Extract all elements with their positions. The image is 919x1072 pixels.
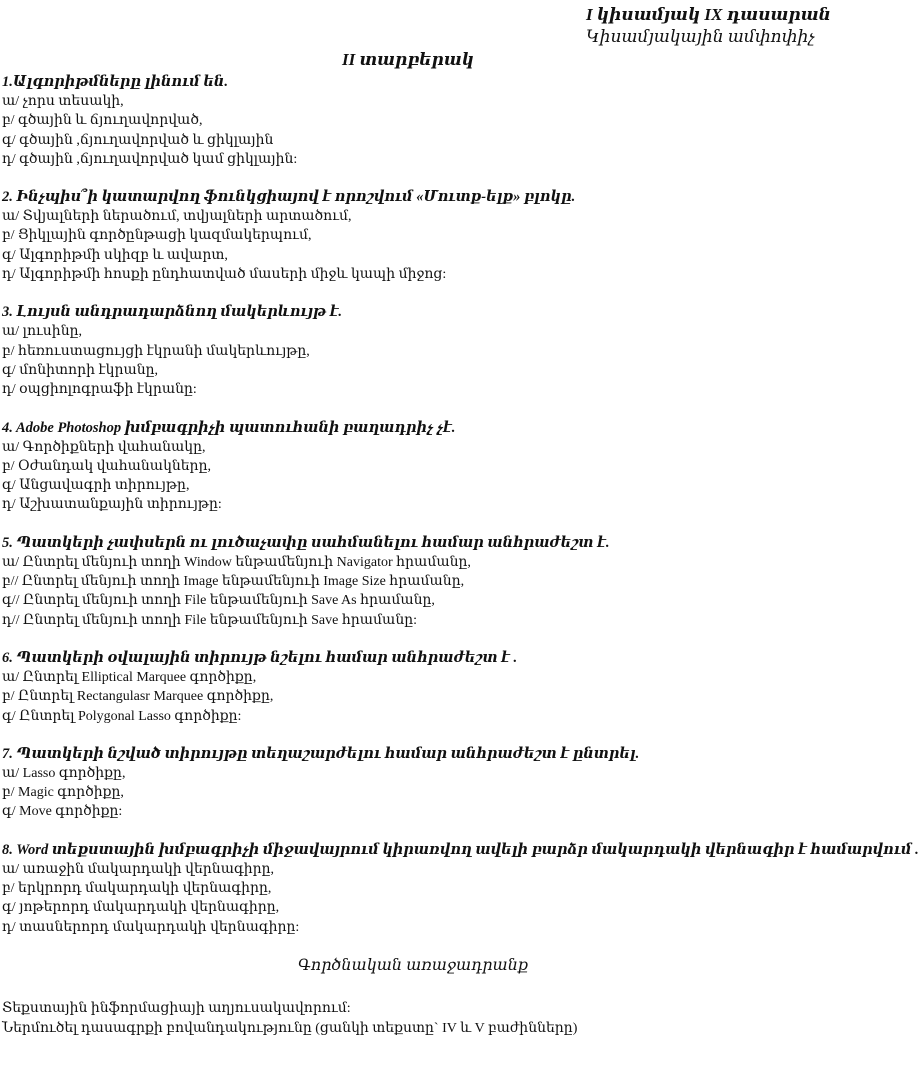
answer-option: դ/ օպցիոլոգրաֆի էկրանը: — [2, 382, 197, 398]
semester-class-line: I կիսամյակ IX դասարան — [586, 5, 831, 24]
question-title: 4. Adobe Photoshop խմբագրիչի պատուհանի բաղադրիչ չէ. — [2, 419, 456, 436]
practical-task-body — [0, 999, 816, 1039]
answer-option: բ/ Ընտրել Rectangulasr Marquee գործիքը, — [2, 689, 274, 705]
answer-option: գ/ Move գործիքը: — [2, 804, 123, 820]
question-list — [0, 72, 919, 937]
answer-option: դ/ տասներորդ մակարդակի վերնագիրը: — [2, 919, 300, 935]
questions-section — [0, 72, 919, 1039]
answer-option: դ/ Աշխատանքային տիրույթը: — [2, 497, 222, 513]
answer-option: գ/ գծային ,ճյուղավորված և ցիկլային — [2, 132, 274, 148]
question-title: 8. Word տեքստային խմբագրիչի միջավայրում կիրառվող ավելի բարձր մակարդակի վերնագիր է համարվում . — [2, 841, 919, 858]
answer-option: բ/ գծային և ճյուղավորված, — [2, 113, 203, 129]
question-block — [0, 744, 816, 822]
question-block — [0, 648, 816, 726]
question-block — [0, 72, 816, 169]
question-block — [0, 840, 919, 937]
practical-task-line: Տեքստային ինֆորմացիայի աղյուսակավորում: — [2, 1000, 351, 1016]
question-title: 1.Ալգորիթմները լինում են. — [2, 74, 228, 90]
answer-option: բ// Ընտրել մենյուի տողի Image ենթամենյուի Image Size հրամանը, — [2, 574, 465, 590]
question-title: 6. Պատկերի օվալային տիրույթ նշելու համար անհրաժեշտ է . — [2, 649, 518, 666]
answer-option: գ/ Անցավագրի տիրույթը, — [2, 478, 190, 494]
answer-option: բ/ Magic գործիքը, — [2, 785, 124, 801]
summary-line: Կիսամյակային ամփոփիչ — [586, 27, 815, 46]
answer-option: դ/ գծային ,ճյուղավորված կամ ցիկլային: — [2, 151, 298, 167]
answer-option: ա/ չորս տեսակի, — [2, 94, 124, 109]
question-block — [0, 533, 816, 630]
answer-option: գ/ Ընտրել Polygonal Lasso գործիքը: — [2, 708, 242, 724]
answer-option: ա/ Ընտրել Elliptical Marquee գործիքը, — [2, 669, 257, 685]
answer-option: գ// Ընտրել մենյուի տողի File ենթամենյուի Save As հրամանը, — [2, 593, 435, 609]
question-block — [0, 187, 816, 284]
answer-option: գ/ Ալգորիթմի սկիզբ և ավարտ, — [2, 247, 228, 263]
document-header — [586, 4, 886, 48]
question-block — [0, 418, 816, 515]
question-title: 7. Պատկերի նշված տիրույթը տեղաշարժելու համար անհրաժեշտ է ընտրել. — [2, 745, 640, 762]
answer-option: ա/ առաջին մակարդակի վերնագիրը, — [2, 861, 275, 877]
variant-title — [0, 50, 816, 70]
answer-option: դ// Ընտրել մենյուի տողի File ենթամենյուի Save հրամանը: — [2, 612, 418, 628]
question-title: 3. Լույսն անդրադարձնող մակերևույթ է. — [2, 304, 343, 321]
variant-label: II տարբերակ — [341, 50, 475, 69]
answer-option: բ/ Ցիկլային գործընթացի կազմակերպում, — [2, 228, 312, 244]
answer-option: բ/ Օժանդակ վահանակները, — [2, 458, 211, 474]
answer-option: բ/ երկրորդ մակարդակի վերնագիրը, — [2, 881, 272, 897]
answer-option: բ/ հեռուստացույցի էկրանի մակերևույթը, — [2, 343, 310, 359]
answer-option: գ/ յոթերորդ մակարդակի վերնագիրը, — [2, 900, 280, 916]
answer-option: ա/ Տվյալների ներածում, տվյալների արտածում, — [2, 209, 352, 225]
answer-option: գ/ մոնիտորի էկրանը, — [2, 362, 159, 378]
answer-option: դ/ Ալգորիթմի հոսքի ընդհատված մասերի միջև կապի միջոց: — [2, 267, 447, 283]
question-block — [0, 302, 816, 399]
question-title: 2. Ինչպիս՞ի կատարվող ֆունկցիայով է որոշվում «Մուտք-ելք» բլոկը. — [2, 189, 576, 206]
answer-option: ա/ Ընտրել մենյուի տողի Window ենթամենյուի Navigator հրամանը, — [2, 554, 471, 570]
answer-option: ա/ Գործիքների վահանակը, — [2, 439, 206, 455]
practical-task-title: Գործնական առաջադրանք — [297, 956, 529, 974]
answer-option: ա/ Lasso գործիքը, — [2, 765, 126, 781]
answer-option: ա/ լուսինը, — [2, 324, 82, 340]
practical-task-line: Ներմուծել դասագրքի բովանդակությունը (ցանկի տեքստը` IV և V բաժինները) — [2, 1020, 578, 1036]
question-title: 5. Պատկերի չափսերն ու լուծաչափը սահմանելու համար անհրաժեշտ է. — [2, 534, 610, 551]
